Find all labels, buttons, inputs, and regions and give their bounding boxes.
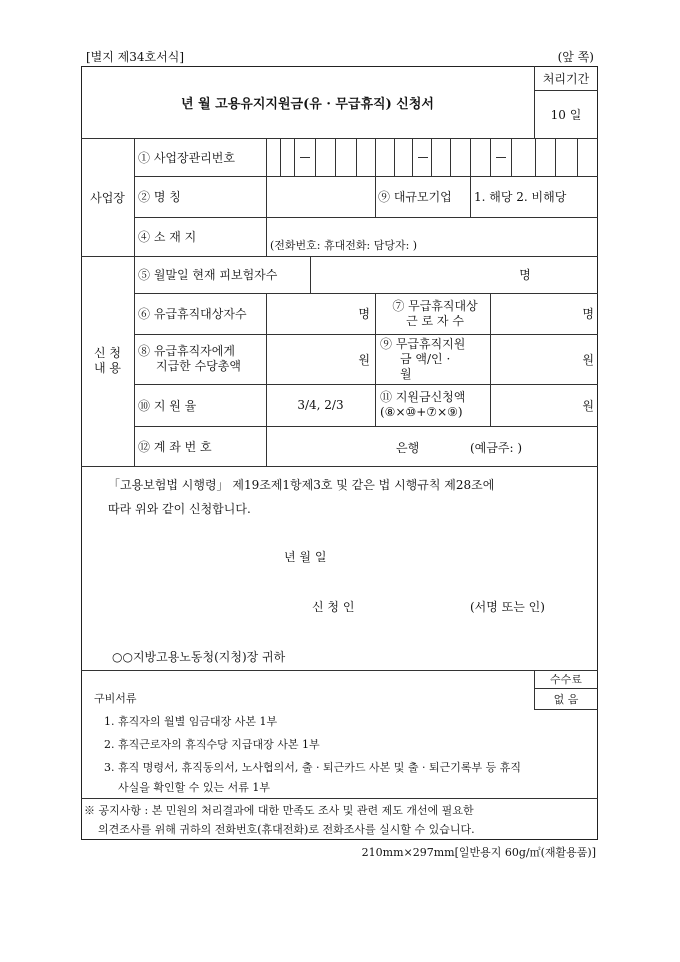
processing-period-value: 10 일 bbox=[550, 107, 582, 122]
declaration-text-line1: 「고용보험법 시행령」 제19조제1항제3호 및 같은 법 시행규칙 제28조에 bbox=[108, 478, 495, 492]
signature-field[interactable]: (서명 또는 인) bbox=[470, 600, 545, 614]
declaration-text-line2: 따라 위와 같이 신청합니다. bbox=[108, 502, 251, 516]
page-side-label: (앞 쪽) bbox=[557, 50, 594, 64]
documents-title: 구비서류 bbox=[94, 692, 137, 705]
form-number-label: [별지 제34호서식] bbox=[86, 50, 184, 64]
insured-count-label: ⑤ 월말일 현재 피보험자수 bbox=[138, 268, 278, 282]
unpaid-leave-workers-unit: 명 bbox=[582, 307, 594, 321]
business-name-label: ② 명 칭 bbox=[138, 190, 181, 204]
recipient: ○○지방고용노동청(지청)장 귀하 bbox=[112, 650, 286, 664]
allowance-total-unit: 원 bbox=[358, 352, 370, 367]
divider bbox=[534, 709, 598, 710]
form-title: 년 월 고용유지지원금(유 · 무급휴직) 신청서 bbox=[181, 96, 434, 112]
paid-leave-count-label: ⑥ 유급휴직대상자수 bbox=[138, 307, 247, 321]
business-reg-no-label: ① 사업장관리번호 bbox=[138, 150, 235, 165]
paid-leave-count-unit: 명 bbox=[358, 307, 370, 321]
divider bbox=[81, 670, 598, 671]
application-section-label bbox=[81, 256, 134, 466]
divider bbox=[134, 138, 135, 466]
address-contacts[interactable]: (전화번호: 휴대전화: 담당자: ) bbox=[270, 239, 418, 252]
unpaid-support-label: ⑨ 무급휴직지원 금 액/인 · 월 bbox=[380, 336, 466, 381]
workplace-section-label: 사업장 bbox=[90, 190, 125, 205]
processing-period-label: 처리기간 bbox=[542, 71, 590, 86]
business-name-field[interactable] bbox=[266, 176, 375, 217]
support-rate-label: ⑩ 지 원 율 bbox=[138, 398, 197, 413]
unpaid-support-unit: 원 bbox=[582, 352, 594, 367]
document-item-3-line2: 사실을 확인할 수 있는 서류 1부 bbox=[118, 781, 270, 794]
document-item-1: 1. 휴직자의 월별 임금대장 사본 1부 bbox=[104, 715, 278, 728]
account-number-label: ⑫ 계 좌 번 호 bbox=[138, 439, 212, 454]
notice-line2: 의견조사를 위해 귀하의 전화번호(휴대전화)로 전화조사를 실시할 수 있습니다. bbox=[98, 823, 475, 836]
document-item-3-line1: 3. 휴직 명령서, 휴직동의서, 노사협의서, 출 · 퇴근카드 사본 및 출 · 퇴근기록부 등 휴직 bbox=[104, 761, 521, 774]
insured-count-unit: 명 bbox=[519, 268, 531, 282]
support-rate-value: 3/4, 2/3 bbox=[297, 398, 344, 412]
divider bbox=[375, 176, 376, 217]
address-label: ④ 소 재 지 bbox=[138, 230, 197, 244]
document-item-2: 2. 휴직근로자의 휴직수당 지급대장 사본 1부 bbox=[104, 738, 320, 751]
unpaid-leave-workers-label: ⑦ 무급휴직대상 근 로 자 수 bbox=[392, 298, 478, 328]
large-business-label: ⑨ 대규모기업 bbox=[378, 190, 452, 204]
divider bbox=[81, 798, 598, 799]
applicant-label: 신 청 인 bbox=[312, 600, 355, 614]
paper-spec: 210mm×297mm[일반용지 60g/㎡(재활용품)] bbox=[361, 846, 596, 859]
divider bbox=[81, 466, 598, 467]
divider bbox=[310, 256, 311, 293]
application-section-label-line1: 신 청 bbox=[94, 346, 121, 360]
allowance-total-label: ⑧ 유급휴직자에게 지급한 수당총액 bbox=[138, 344, 241, 373]
account-holder: (예금주: ) bbox=[470, 441, 522, 455]
account-bank: 은행 bbox=[396, 441, 420, 455]
declaration-date[interactable]: 년 월 일 bbox=[284, 550, 327, 564]
fee-value: 없 음 bbox=[553, 692, 579, 706]
support-request-label: ⑪ 지원금신청액 (⑧×⑩+⑦×⑨) bbox=[380, 390, 466, 419]
support-request-unit: 원 bbox=[582, 398, 594, 413]
fee-label: 수수료 bbox=[550, 673, 582, 686]
divider bbox=[470, 176, 471, 217]
divider bbox=[375, 293, 376, 426]
application-section-label-line2: 내 용 bbox=[94, 361, 121, 375]
notice-line1: ※ 공지사항 : 본 민원의 처리결과에 대한 만족도 조사 및 관련 제도 개선에 필요한 bbox=[84, 804, 474, 817]
large-business-options[interactable]: 1. 해당 2. 비해당 bbox=[474, 190, 567, 204]
